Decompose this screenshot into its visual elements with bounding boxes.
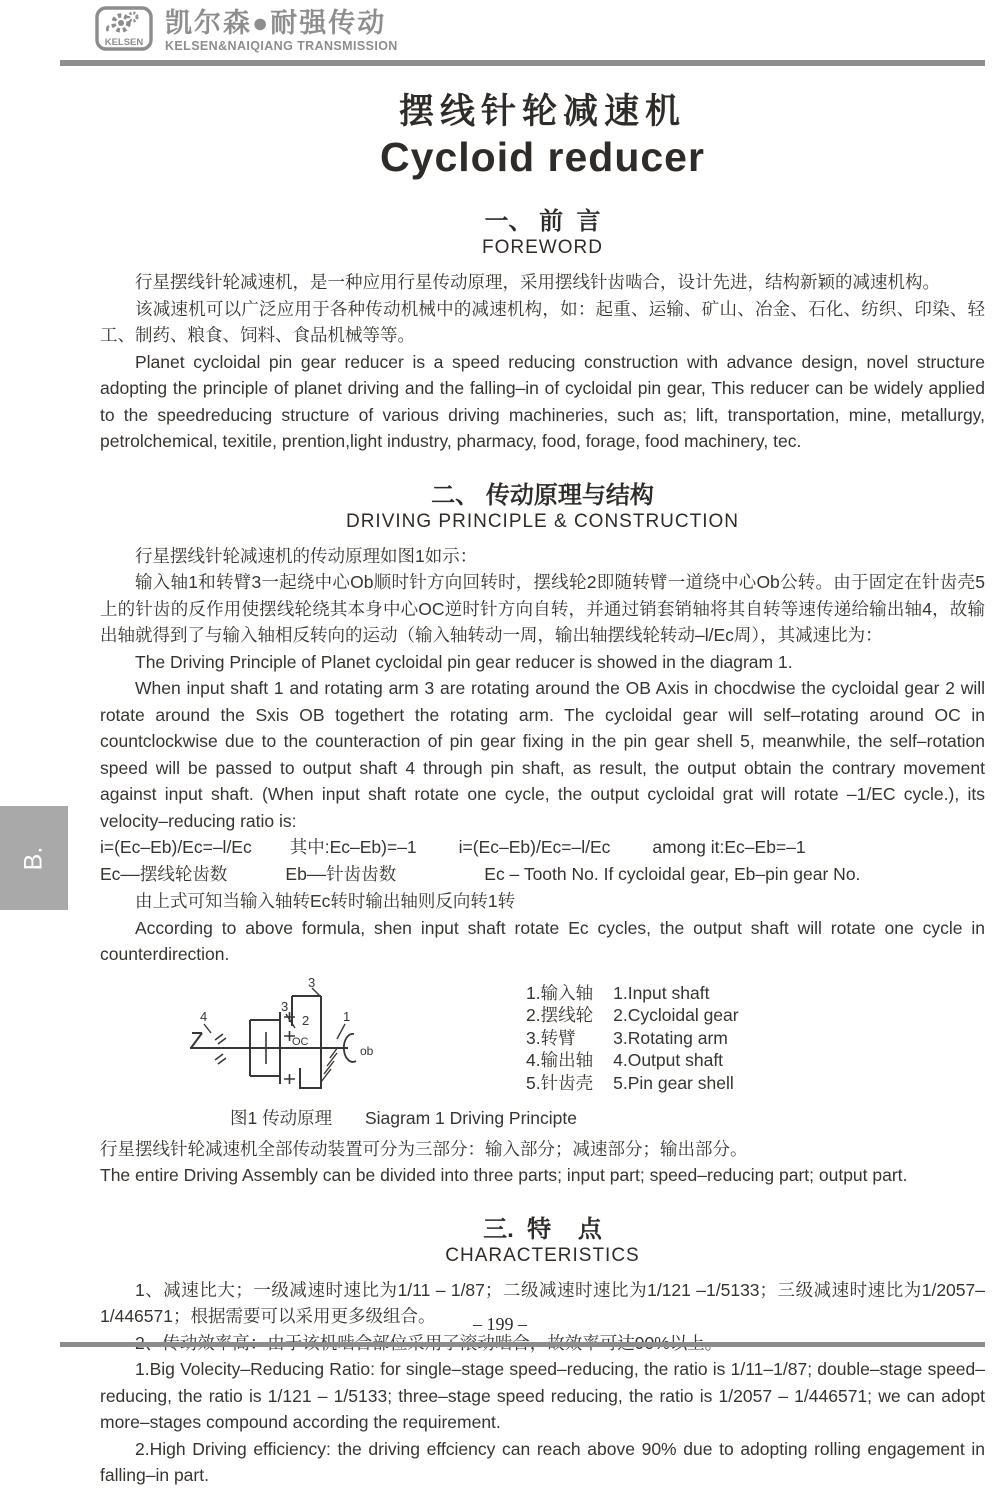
figure-caption [230,1105,985,1130]
diagram-label-arm-mid: 3 [281,998,289,1014]
header-divider [60,60,985,66]
page-title-en: Cycloid reducer [380,134,705,180]
legend-en-item: 5.Pin gear shell [613,1072,734,1093]
figure-diagram [188,976,378,1103]
characteristics-paragraph-en-2: 2.High Driving efficiency: the driving effciency can reach above 90% due to adopting rolling engagement in falling–in part. [100,1438,985,1485]
principle-paragraph-cn-1: 行星摆线针轮减速机的传动原理如图1如示： [135,545,478,566]
kelsen-logo [95,6,153,56]
brand-name-cn: 凯尔森●耐强传动 [165,8,387,39]
principle-paragraph-cn-3: 由上式可知当输入轴转Ec转时输出轴则反向转1转 [135,891,516,911]
kelsen-logo-icon [95,6,153,51]
legend-en-item: 2.Cycloidal gear [613,1005,739,1025]
foreword-paragraph-cn-2: 该减速机可以广泛应用于各种传动机械中的减速机构，如：起重、运输、矿山、冶金、石化、纺织、印染、轻工、制药、粮食、饲料、食品机械等等。 [100,298,985,345]
diagram-label-output: 4 [200,1008,208,1024]
foreword-paragraph-cn-1: 行星摆线针轮减速机，是一种应用行星传动原理，采用摆线针齿啮合，设计先进，结构新颖的减速机构。 [135,272,940,292]
figure-caption-en: Siagram 1 Driving Principte [364,1107,578,1128]
characteristics-heading-en: CHARACTERISTICS [445,1244,640,1266]
brand-block [165,9,398,52]
page-header [95,6,1000,56]
brand-name-en: KELSEN&NAIQIANG TRANSMISSION [165,38,398,53]
figure-caption-cn: 图1 传动原理 [230,1107,333,1128]
figure-legend-en [613,982,738,1095]
figure-1 [100,976,985,1103]
characteristics-paragraph-en-1: 1.Big Volecity–Reducing Ratio: for single–stage speed–reducing, the ratio is 1/11–1/87; double–stage speed–reducing, the ratio is 1/121 – 1/5133; three–stage speed reducing, the ratio is 1/2057 – 1/446571; we can adopt more–stages compound according the requirement. [100,1359,985,1432]
footer-divider [60,1342,985,1347]
formula-2b: Eb––针齿齿数 [285,864,397,884]
section-principle-heading [100,475,985,533]
section-foreword-heading [100,201,985,259]
legend-cn-item: 5.针齿壳 [526,1072,594,1093]
formula-1a: i=(Ec–Eb)/Ec=–l/Ec [100,837,252,857]
legend-cn-item: 4.输出轴 [526,1050,594,1070]
formula-2a: Ec––摆线轮齿数 [100,864,228,884]
principle-paragraph-en-1: The Driving Principle of Planet cycloidal pin gear reducer is showed in the diagram 1. [135,651,793,672]
principle-heading-en: DRIVING PRINCIPLE & CONSTRUCTION [345,510,740,532]
formula-1c: i=(Ec–Eb)/Ec=–l/Ec [458,837,611,857]
diagram-label-input: 1 [343,1008,351,1024]
page-content [100,84,985,1489]
principle-paragraph-cn-2: 输入轴1和转臂3一起绕中心Ob顺时针方向回转时，摆线轮2即随转臂一道绕中心Ob公转。由于固定在针齿壳5上的针齿的反作用使摆线轮绕其本身中心OC逆时针方向自转，并通过销套销轴将其自转等速传递给输出轴4，故输出轴就得到了与输入轴相反转向的运动（输入轴转动一周，输出轴摆线轮转动–l/Ec周），其减速比为： [100,572,985,645]
diagram-label-ob: ob [360,1043,374,1058]
formula-1d: among it:Ec–Eb=–1 [652,837,806,857]
characteristics-paragraph-cn-1: 1、减速比大；一级减速时速比为1/11 – 1/87；二级减速时速比为1/121 –1/5133；三级减速时速比为1/2057–1/446571；根据需要可以采用更多级组合。 [100,1279,985,1326]
legend-cn-item: 3.转臂 [526,1027,576,1048]
formula-1b: 其中:Ec–Eb)=–1 [289,837,417,857]
figure-legend-cn [526,982,593,1095]
foreword-paragraph-en: Planet cycloidal pin gear reducer is a speed reducing construction with advance design, novel structure adopting the principle of planet driving and the falling–in of cycloidal pin gear, This reducer can be widely applied to the speedreducing structure of various driving machineries, such as; lift, transportation, mine, metallurgy, petrolchemical, texitile, prention,light industry, pharmacy, food, forage, food machinery, tec. [100,351,985,451]
page-title-cn: 摆线针轮减速机 [398,92,686,131]
legend-cn-item: 2.摆线轮 [526,1005,594,1025]
formula-2c: Ec – Tooth No. If cycloidal gear, Eb–pin gear No. [484,864,861,884]
assembly-paragraph-cn: 行星摆线针轮减速机全部传动装置可分为三部分：输入部分；减速部分；输出部分。 [100,1138,748,1159]
legend-en-item: 4.Output shaft [613,1050,724,1070]
formula-line-2 [100,861,985,888]
legend-cn-item: 1.输入轴 [526,982,594,1003]
assembly-paragraph-en: The entire Driving Assembly can be divided into three parts; input part; speed–reducing part; output part. [100,1165,908,1185]
formula-line-1 [100,834,985,861]
foreword-heading-en: FOREWORD [482,237,603,258]
side-tab-label: B. [19,846,48,870]
characteristics-heading-cn: 三. 特 点 [483,1215,602,1243]
section-characteristics-heading [100,1209,985,1267]
diagram-label-arm-top: 3 [308,975,316,990]
principle-paragraph-en-3: According to above formula, shen input shaft rotate Ec cycles, the output shaft will rotate one cycle in counterdirection. [100,917,985,964]
principle-paragraph-en-2: When input shaft 1 and rotating arm 3 are rotating around the OB Axis in chocdwise the cycloidal gear 2 will rotate around the Sxis OB togethert the rotating arm. The cycloidal gear will self–rotating around OC in countclockwise due to the counteraction of pin gear fixing in the pin gear shell 5, meanwhile, the self–rotation speed will be passed to output shaft 4 through pin shaft, as result, the output obtain the contrary movement against input shaft. (When input shaft rotate one cycle, the output cycloidal grat will rotate –1/EC cycle.), its velocity–reducing ratio is: [100,678,985,831]
diagram-label-oc: OC [292,1035,309,1048]
foreword-heading-cn: 一、 前 言 [484,208,601,235]
legend-en-item: 3.Rotating arm [613,1027,728,1048]
logo-text: KELSEN [104,37,144,48]
principle-heading-cn: 二、 传动原理与结构 [431,481,654,509]
section-side-tab [0,806,68,910]
diagram-label-gear: 2 [302,1012,310,1028]
legend-en-item: 1.Input shaft [613,982,710,1003]
page-number: – 199 – [473,1314,527,1334]
